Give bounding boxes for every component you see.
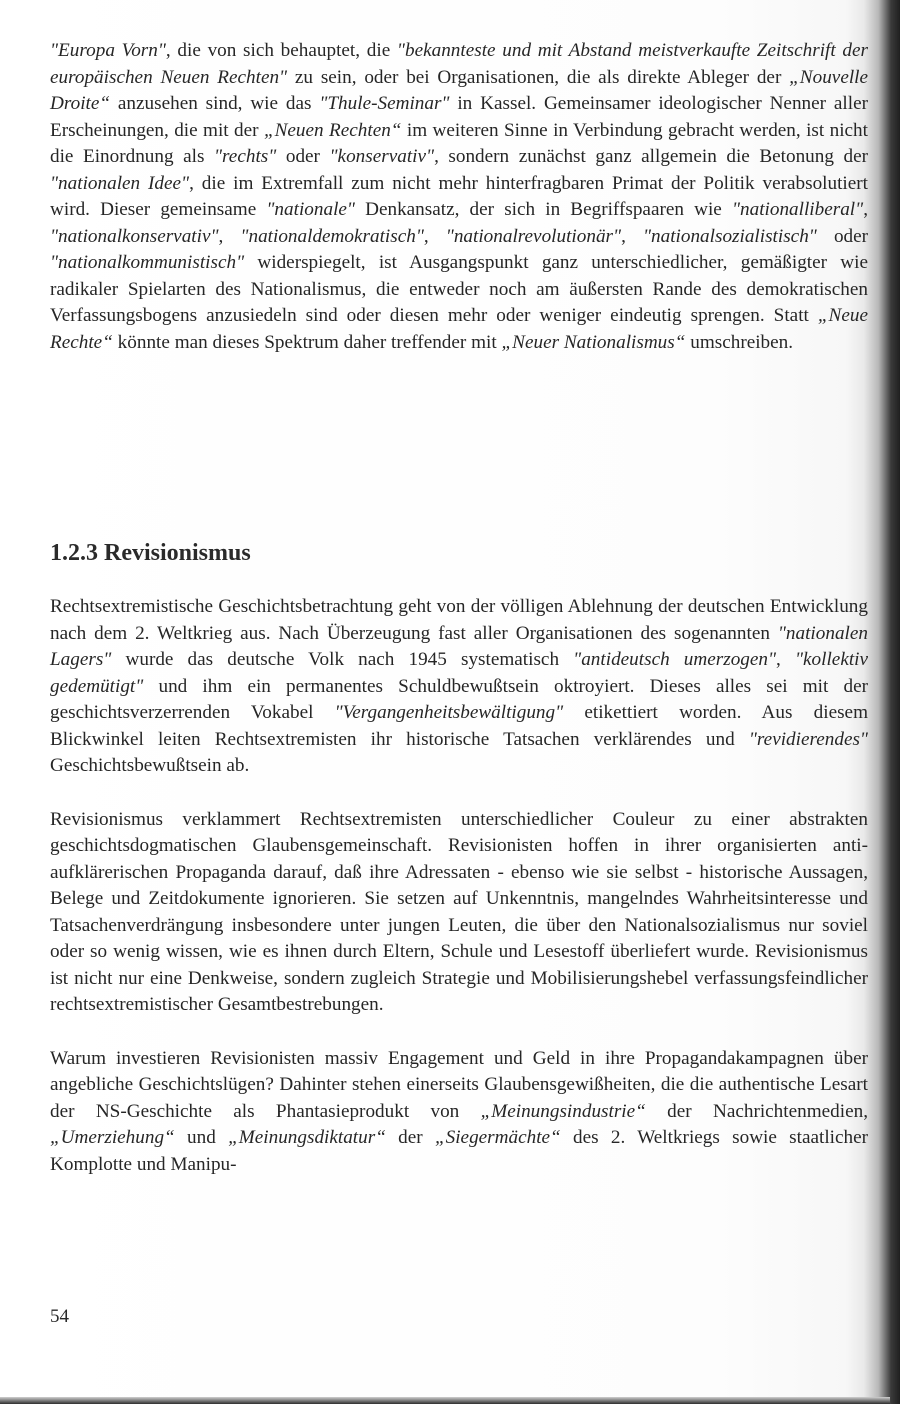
text-run: Revisionismus verklammert Rechtsextremisten unterschiedlicher Couleur zu einer abstrakten geschichtsdogmatischen Glaubensgemeinschaft. Revisionisten hoffen in ihrer organisierten anti-aufklärerischen Propaganda darauf, daß ihre Adressaten - ebenso wie sie selbst - historische Aussagen, Belege und Zeitdokumente ignorieren. Sie setzen auf Unkenntnis, mangelndes Wahrheitsinteresse und Tatsachenverdrängung insbesondere unter jungen Leuten, die über den Nationalsozialismus nur soviel oder so wenig wissen, wie es ihnen durch Eltern, Schule und Lesestoff überliefert wurde. Revisionismus ist nicht nur eine Denkweise, sondern zugleich Strategie und Mobilisierungshebel verfassungsfeindlicher rechtsextremistischer Gesamtbestrebungen. (50, 808, 868, 1015)
section-text-block (50, 594, 868, 1178)
text-run: der Nachrichtenmedien, (645, 1100, 868, 1122)
text-run: Denkansatz, der sich in Begriffspaaren wie (354, 199, 732, 220)
emphasized-term: "nationalliberal" (731, 199, 864, 220)
intro-text-block (50, 38, 868, 356)
text-run: zu sein, oder bei Organisationen, die als direkte Ableger der (287, 66, 790, 88)
text-run: , (863, 199, 868, 220)
text-run: oder (816, 225, 869, 247)
emphasized-term: „Meinungsdiktatur“ (228, 1127, 386, 1148)
emphasized-term: "Thule-Seminar" (319, 93, 450, 114)
emphasized-term: "nationalkonservativ" (50, 225, 219, 247)
text-run: , (776, 649, 795, 670)
text-run: Rechtsextremistische Geschichtsbetrachtung geht von der völligen Ablehnung der deutschen Entwicklung nach dem 2. Weltkrieg aus. Nach Überzeugung fast aller Organisationen des sogenannten (50, 596, 868, 644)
emphasized-term: "nationalkommunistisch" (50, 252, 245, 273)
emphasized-term: „Neuen Rechten“ (263, 119, 402, 141)
emphasized-term: „Neuer Nationalismus“ (501, 331, 686, 353)
intro-paragraph (50, 38, 868, 356)
emphasized-term: "bekannteste und mit Abstand meistverkaufte Zeitschrift der europäischen Neuen Rechten" (50, 40, 868, 88)
page-number: 54 (50, 1306, 69, 1327)
emphasized-term: "rechts" (214, 146, 277, 167)
text-run: wurde das deutsche Volk nach 1945 systematisch (111, 649, 574, 670)
text-run: , (621, 225, 643, 247)
emphasized-term: "nationalen Idee" (50, 172, 190, 194)
text-run: , (218, 225, 241, 247)
section-paragraph-1 (50, 594, 868, 780)
text-run: könnte man dieses Spektrum daher treffender mit (112, 331, 502, 353)
emphasized-term: "nationaldemokratisch" (240, 225, 424, 247)
emphasized-term: "nationalen Lagers" (50, 622, 868, 670)
emphasized-term: "nationale" (266, 199, 355, 220)
section-paragraph-2 (50, 807, 868, 1019)
text-run: und (174, 1127, 229, 1148)
text-run: , die von sich behauptet, die (165, 40, 397, 61)
emphasized-term: „Nouvelle Droite“ (50, 66, 869, 114)
emphasized-term: "nationalrevolutionär" (445, 225, 622, 247)
emphasized-term: "nationalsozialistisch" (642, 225, 817, 247)
text-run: , sondern zunächst ganz allgemein die Betonung der (434, 146, 869, 167)
emphasized-term: "Europa Vorn" (50, 40, 166, 61)
text-run: widerspiegelt, ist Ausgangspunkt ganz unterschiedlicher, gemäßigter wie radikaler Spielarten des Nationalismus, die entweder noch am äußersten Rande des demokratischen Verfassungsbogens anzusiedeln sind oder diesen mehr oder weniger eindeutig sprengen. Statt (50, 252, 868, 326)
emphasized-term: „Siegermächte“ (434, 1127, 561, 1148)
emphasized-term: "revidierendes" (748, 728, 868, 750)
emphasized-term: "Vergangenheitsbewältigung" (334, 702, 564, 723)
emphasized-term: „Meinungsindustrie“ (480, 1100, 646, 1122)
scan-edge-shadow (0, 1397, 890, 1404)
text-run: , (423, 225, 446, 247)
text-run: anzusehen sind, wie das (110, 93, 320, 114)
section-paragraph-3 (50, 1046, 868, 1179)
emphasized-term: "antideutsch umerzogen" (573, 649, 777, 670)
text-run: etikettiert worden. Aus diesem Blickwinkel leiten Rechtsextremisten ihr historische Tatsachen verklärendes und (50, 702, 868, 750)
text-run: und ihm ein permanentes Schuldbewußtsein oktroyiert. Dieses alles sei mit der geschichtsverzerrenden Vokabel (50, 675, 868, 723)
emphasized-term: „Umerziehung“ (50, 1127, 175, 1148)
text-run: Warum investieren Revisionisten massiv Engagement und Geld in ihre Propagandakampagnen über angebliche Geschichtslügen? Dahinter stehen einerseits Glaubensgewißheiten, die die authentische Lesart der NS-Geschichte als Phantasieprodukt von (50, 1047, 868, 1122)
text-run: im weiteren Sinne in Verbindung gebracht werden, ist nicht die Einordnung als (50, 119, 868, 167)
text-run: des 2. Weltkriegs sowie staatlicher Komplotte und Manipu- (50, 1127, 869, 1175)
emphasized-term: "konservativ" (329, 146, 435, 167)
emphasized-term: "kollektiv gedemütigt" (50, 649, 869, 697)
text-run: umschreiben. (685, 331, 794, 353)
section-heading: 1.2.3 Revisionismus (50, 540, 251, 566)
text-run: Geschichtsbewußtsein ab. (50, 755, 250, 776)
emphasized-term: „Neue Rechte“ (50, 305, 868, 353)
text-run: in Kassel. Gemeinsamer ideologischer Nenner aller Erscheinungen, die mit der (50, 93, 868, 141)
text-run: , die im Extremfall zum nicht mehr hinterfragbaren Primat der Politik verabsolutiert wird. Dieser gemeinsame (50, 172, 868, 220)
text-run: der (385, 1127, 435, 1148)
text-run: oder (276, 146, 330, 167)
